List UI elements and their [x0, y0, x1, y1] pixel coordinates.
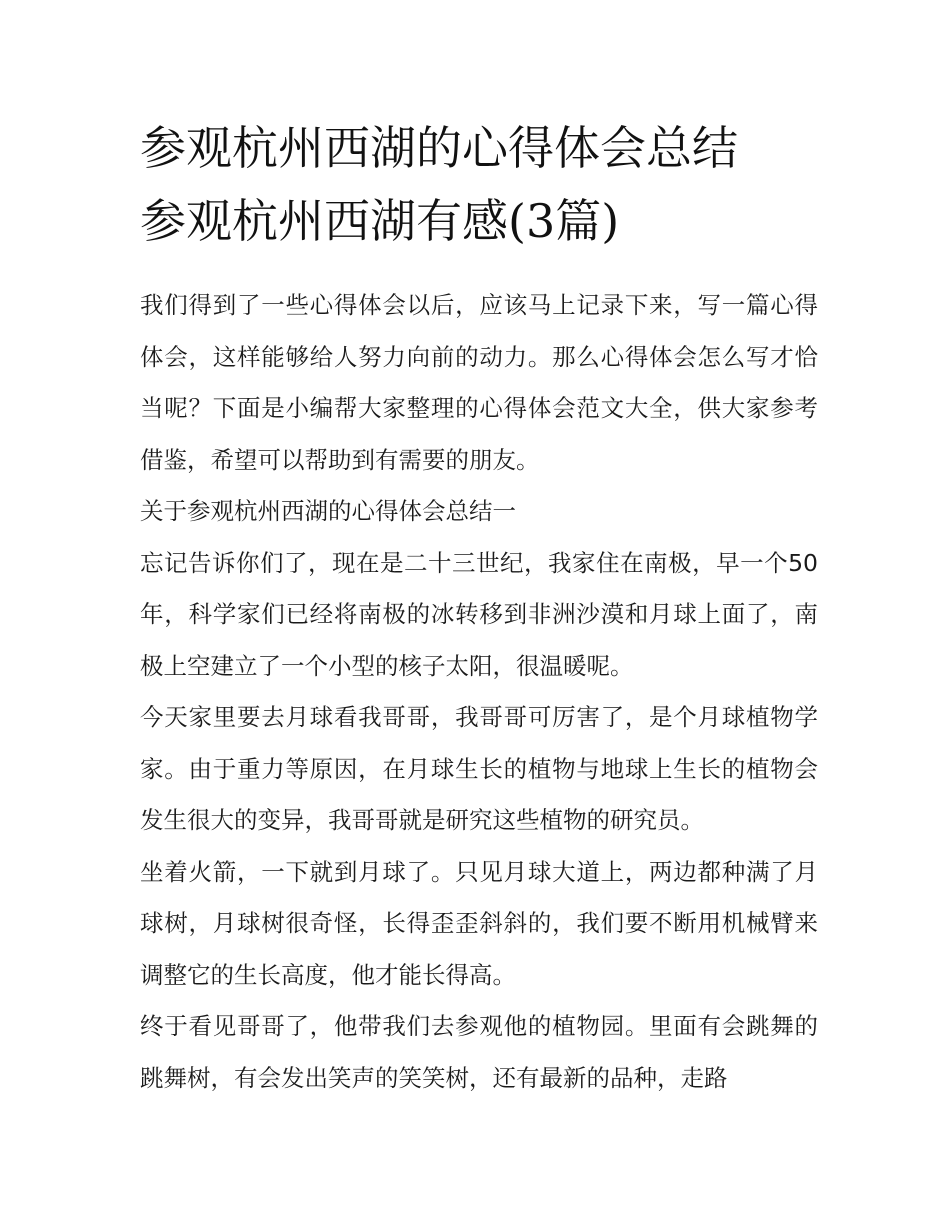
document-title	[140, 112, 840, 258]
body-paragraph: 今天家里要去月球看我哥哥，我哥哥可厉害了，是个月球植物学家。由于重力等原因，在月球生长的植物与地球上生长的植物会发生很大的变异，我哥哥就是研究这些植物的研究员。	[140, 703, 818, 834]
document-body	[140, 280, 818, 1104]
title-line-1: 参观杭州西湖的心得体会总结	[140, 121, 738, 175]
body-paragraph: 忘记告诉你们了，现在是二十三世纪，我家住在南极，早一个50年，科学家们已经将南极的冰转移到非洲沙漠和月球上面了，南极上空建立了一个小型的核子太阳，很温暖呢。	[140, 548, 818, 680]
title-line-2: 参观杭州西湖有感(3篇)	[140, 194, 620, 248]
intro-paragraph: 我们得到了一些心得体会以后，应该马上记录下来，写一篇心得体会，这样能够给人努力向前的动力。那么心得体会怎么写才恰当呢？下面是小编帮大家整理的心得体会范文大全，供大家参考借鉴，希望可以帮助到有需要的朋友。	[140, 291, 818, 474]
section-heading: 关于参观杭州西湖的心得体会总结一	[140, 497, 516, 525]
body-paragraph: 坐着火箭，一下就到月球了。只见月球大道上，两边都种满了月球树，月球树很奇怪，长得歪歪斜斜的，我们要不断用机械臂来调整它的生长高度，他才能长得高。	[140, 857, 818, 989]
body-paragraph: 终于看见哥哥了，他带我们去参观他的植物园。里面有会跳舞的跳舞树，有会发出笑声的笑笑树，还有最新的品种，走路	[140, 1012, 818, 1092]
